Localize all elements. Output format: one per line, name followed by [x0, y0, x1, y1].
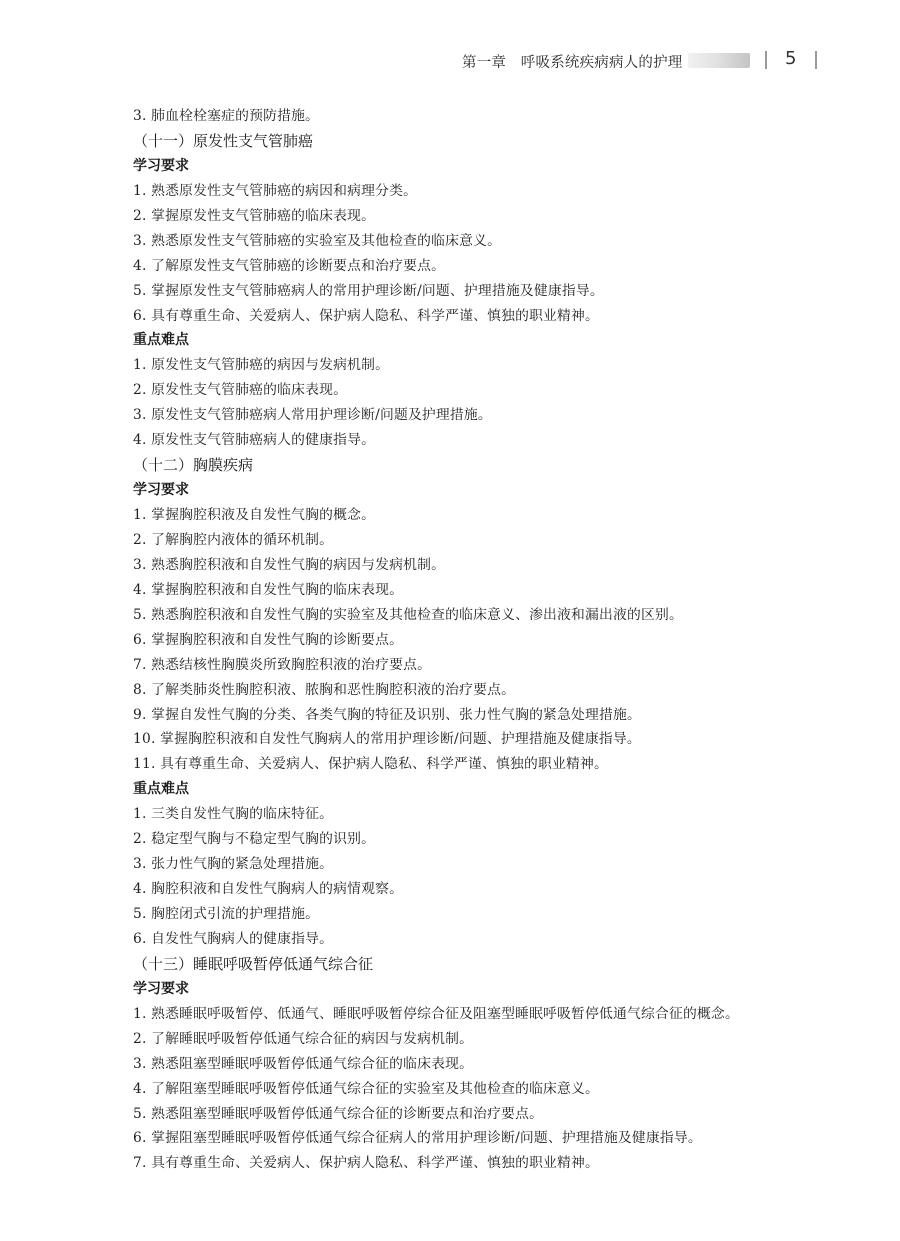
- subheading: 学习要求: [133, 482, 189, 499]
- list-item: 7. 熟悉结核性胸膜炎所致胸腔积液的治疗要点。: [133, 656, 432, 673]
- chapter-title: 第一章 呼吸系统疾病病人的护理: [462, 55, 683, 71]
- list-item: 5. 熟悉阻塞型睡眠呼吸暂停低通气综合征的诊断要点和治疗要点。: [133, 1105, 544, 1122]
- list-item: 3. 张力性气胸的紧急处理措施。: [133, 856, 334, 873]
- list-item: 10. 掌握胸腔积液和自发性气胸病人的常用护理诊断/问题、护理措施及健康指导。: [133, 731, 641, 748]
- list-item: 7. 具有尊重生命、关爱病人、保护病人隐私、科学严谨、慎独的职业精神。: [133, 1155, 600, 1172]
- section-heading: （十一）原发性支气管肺癌: [133, 131, 314, 150]
- list-item: 1. 三类自发性气胸的临床特征。: [133, 806, 334, 823]
- list-item: 3. 原发性支气管肺癌病人常用护理诊断/问题及护理措施。: [133, 407, 492, 424]
- list-item: 3. 熟悉胸腔积液和自发性气胸的病因与发病机制。: [133, 556, 446, 573]
- list-item: 5. 掌握原发性支气管肺癌病人的常用护理诊断/问题、护理措施及健康指导。: [133, 282, 604, 299]
- list-item: 4. 掌握胸腔积液和自发性气胸的临床表现。: [133, 581, 404, 598]
- list-item: 2. 稳定型气胸与不稳定型气胸的识别。: [133, 831, 376, 848]
- subheading: 学习要求: [133, 980, 189, 997]
- list-item: 6. 具有尊重生命、关爱病人、保护病人隐私、科学严谨、慎独的职业精神。: [133, 307, 600, 324]
- list-item: 5. 熟悉胸腔积液和自发性气胸的实验室及其他检查的临床意义、渗出液和漏出液的区别。: [133, 606, 684, 623]
- list-item: 3. 肺血栓栓塞症的预防措施。: [133, 108, 320, 124]
- list-item: 6. 掌握阻塞型睡眠呼吸暂停低通气综合征病人的常用护理诊断/问题、护理措施及健康指导。: [133, 1130, 702, 1147]
- subheading: 重点难点: [133, 332, 189, 349]
- list-item: 1. 掌握胸腔积液及自发性气胸的概念。: [133, 507, 376, 523]
- list-item: 8. 了解类肺炎性胸腔积液、脓胸和恶性胸腔积液的治疗要点。: [133, 681, 516, 698]
- list-item: 2. 了解胸腔内液体的循环机制。: [133, 531, 334, 548]
- list-item: 9. 掌握自发性气胸的分类、各类气胸的特征及识别、张力性气胸的紧急处理措施。: [133, 706, 642, 723]
- list-item: 6. 掌握胸腔积液和自发性气胸的诊断要点。: [133, 631, 404, 648]
- list-item: 2. 原发性支气管肺癌的临床表现。: [133, 382, 348, 399]
- list-item: 5. 胸腔闭式引流的护理措施。: [133, 906, 320, 922]
- header-divider-left: [765, 51, 767, 69]
- section-heading: （十三）睡眠呼吸暂停低通气综合征: [133, 954, 374, 973]
- list-item: 4. 胸腔积液和自发性气胸病人的病情观察。: [133, 881, 404, 898]
- list-item: 2. 了解睡眠呼吸暂停低通气综合征的病因与发病机制。: [133, 1030, 474, 1047]
- page-number: 5: [785, 48, 797, 69]
- header-divider-right: [815, 51, 817, 69]
- subheading: 学习要求: [133, 157, 189, 174]
- section-heading: （十二）胸膜疾病: [133, 456, 254, 475]
- list-item: 4. 了解原发性支气管肺癌的诊断要点和治疗要点。: [133, 257, 446, 274]
- list-item: 1. 熟悉原发性支气管肺癌的病因和病理分类。: [133, 182, 418, 199]
- subheading: 重点难点: [133, 781, 189, 798]
- list-item: 4. 了解阻塞型睡眠呼吸暂停低通气综合征的实验室及其他检查的临床意义。: [133, 1080, 600, 1097]
- list-item: 1. 熟悉睡眠呼吸暂停、低通气、睡眠呼吸暂停综合征及阻塞型睡眠呼吸暂停低通气综合征的概念。: [133, 1005, 740, 1022]
- page-body: [133, 104, 833, 1176]
- list-item: 3. 熟悉原发性支气管肺癌的实验室及其他检查的临床意义。: [133, 232, 502, 249]
- list-item: 6. 自发性气胸病人的健康指导。: [133, 930, 334, 947]
- list-item: 2. 掌握原发性支气管肺癌的临床表现。: [133, 207, 376, 224]
- list-item: 1. 原发性支气管肺癌的病因与发病机制。: [133, 357, 390, 374]
- running-header: [0, 48, 900, 74]
- list-item: 3. 熟悉阻塞型睡眠呼吸暂停低通气综合征的临床表现。: [133, 1055, 474, 1072]
- list-item: 4. 原发性支气管肺癌病人的健康指导。: [133, 432, 376, 449]
- list-item: 11. 具有尊重生命、关爱病人、保护病人隐私、科学严谨、慎独的职业精神。: [133, 756, 609, 773]
- header-decoration-bar: [688, 53, 750, 68]
